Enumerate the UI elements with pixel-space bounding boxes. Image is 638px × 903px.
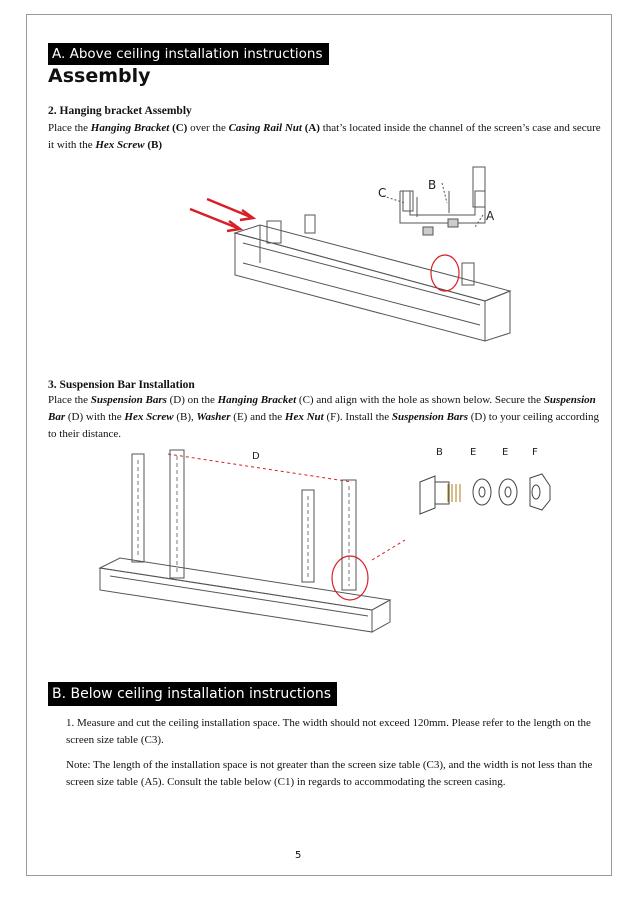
step2-text: Place the Hanging Bracket (C) over the Casing Rail Nut (A) that’s located inside the channel of the screen’s case and secure it with the Hex Screw (B) — [48, 122, 601, 151]
section-b-note: Note: The length of the installation space is not greater than the screen size table (C3), and the width is not less than the screen size table (A5). Consult the table below (C1) in regards to accommodating the screen casing. — [66, 759, 593, 788]
page-number: 5 — [295, 850, 302, 861]
hanging-bracket-diagram — [185, 163, 525, 353]
label-c: C — [378, 186, 387, 200]
step3-heading: 3. Suspension Bar Installation — [48, 379, 195, 391]
label-d: D — [252, 451, 260, 462]
step3-text: Place the Suspension Bars (D) on the Hanging Bracket (C) and align with the hole as shown below. Secure the Suspension Bar (D) with the Hex Screw (B), Washer (E) and the Hex Nut (F). Install the Suspension Bars (D) to your ceiling according to their distance. — [48, 394, 600, 440]
suspension-bar-diagram — [90, 440, 560, 640]
label-a: A — [486, 209, 495, 223]
red-arrows — [190, 199, 253, 231]
label-fig2-f: F — [532, 447, 538, 458]
section-a-header: A. Above ceiling installation instructions — [48, 43, 329, 65]
label-fig2-b: B — [436, 447, 443, 458]
section-b-step1: 1. Measure and cut the ceiling installation space. The width should not exceed 120mm. Please refer to the length on the screen size table (C3). — [66, 717, 591, 746]
label-fig2-e1: E — [470, 447, 477, 458]
section-b-header: B. Below ceiling installation instructions — [48, 682, 337, 706]
label-fig2-e2: E — [502, 447, 509, 458]
label-b: B — [428, 178, 437, 192]
step2-heading: 2. Hanging bracket Assembly — [48, 105, 192, 117]
assembly-title: Assembly — [48, 65, 151, 87]
